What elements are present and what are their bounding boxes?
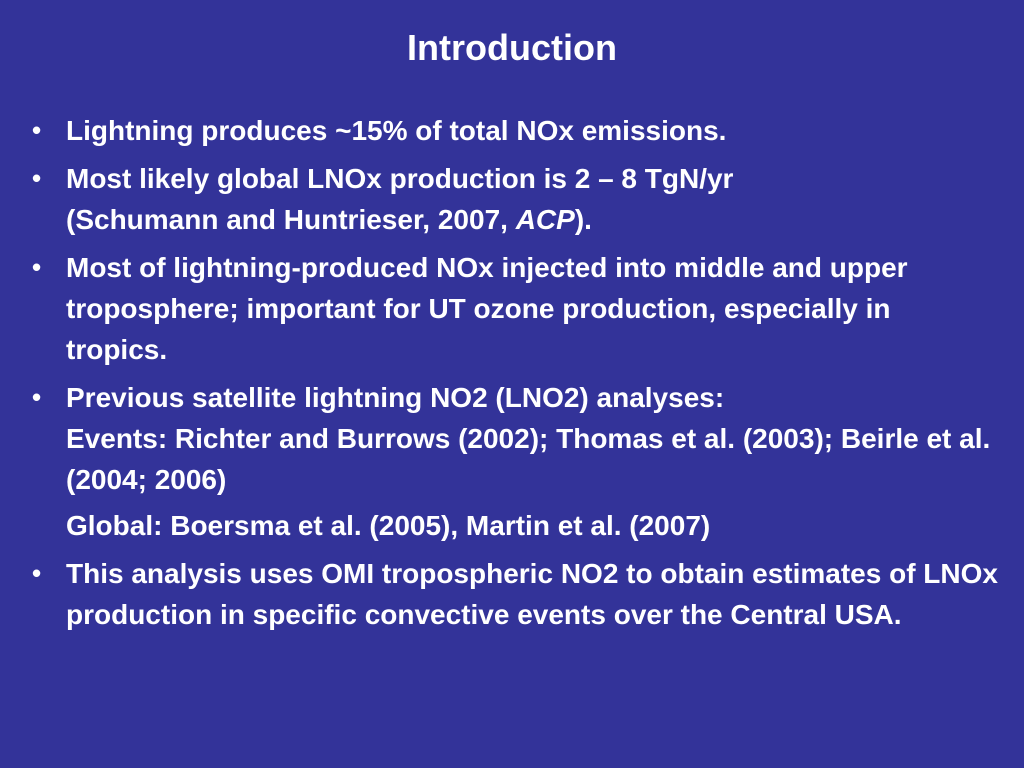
bullet-text [66, 158, 998, 240]
bullet-item [28, 553, 998, 635]
bullet-item [28, 247, 998, 370]
slide-title: Introduction [407, 27, 617, 68]
bullet-icon: • [32, 252, 42, 282]
bullet-icon: • [32, 115, 42, 145]
bullet-icon: • [32, 558, 42, 588]
bullet-subparagraph: Global: Boersma et al. (2005), Martin et al. (2007) [66, 510, 711, 541]
bullet-line: Most likely global LNOx production is 2 – 8 TgN/yr [66, 163, 734, 194]
journal-name: ACP [515, 204, 575, 235]
bullet-icon: • [32, 382, 42, 412]
bullet-item [28, 158, 998, 240]
bullet-item [28, 377, 998, 546]
bullet-text [66, 377, 998, 546]
bullet-line: Events: Richter and Burrows (2002); Thomas et al. (2003); Beirle et al. (2004; 2006) [66, 423, 991, 495]
bullet-icon: • [32, 163, 42, 193]
bullet-line: Previous satellite lightning NO2 (LNO2) analyses: [66, 382, 725, 413]
bullet-text: Lightning produces ~15% of total NOx emissions. [66, 115, 727, 146]
bullet-text: Most of lightning-produced NOx injected into middle and upper troposphere; important for UT ozone production, especially in tropics. [66, 252, 908, 365]
bullet-item [28, 110, 998, 151]
bullet-line-part: (Schumann and Huntrieser, 2007, [66, 204, 516, 235]
bullet-text: This analysis uses OMI tropospheric NO2 to obtain estimates of LNOx production in specific convective events over the Central USA. [66, 558, 998, 630]
bullet-line-part: ). [574, 204, 592, 235]
bullet-list [28, 110, 998, 642]
